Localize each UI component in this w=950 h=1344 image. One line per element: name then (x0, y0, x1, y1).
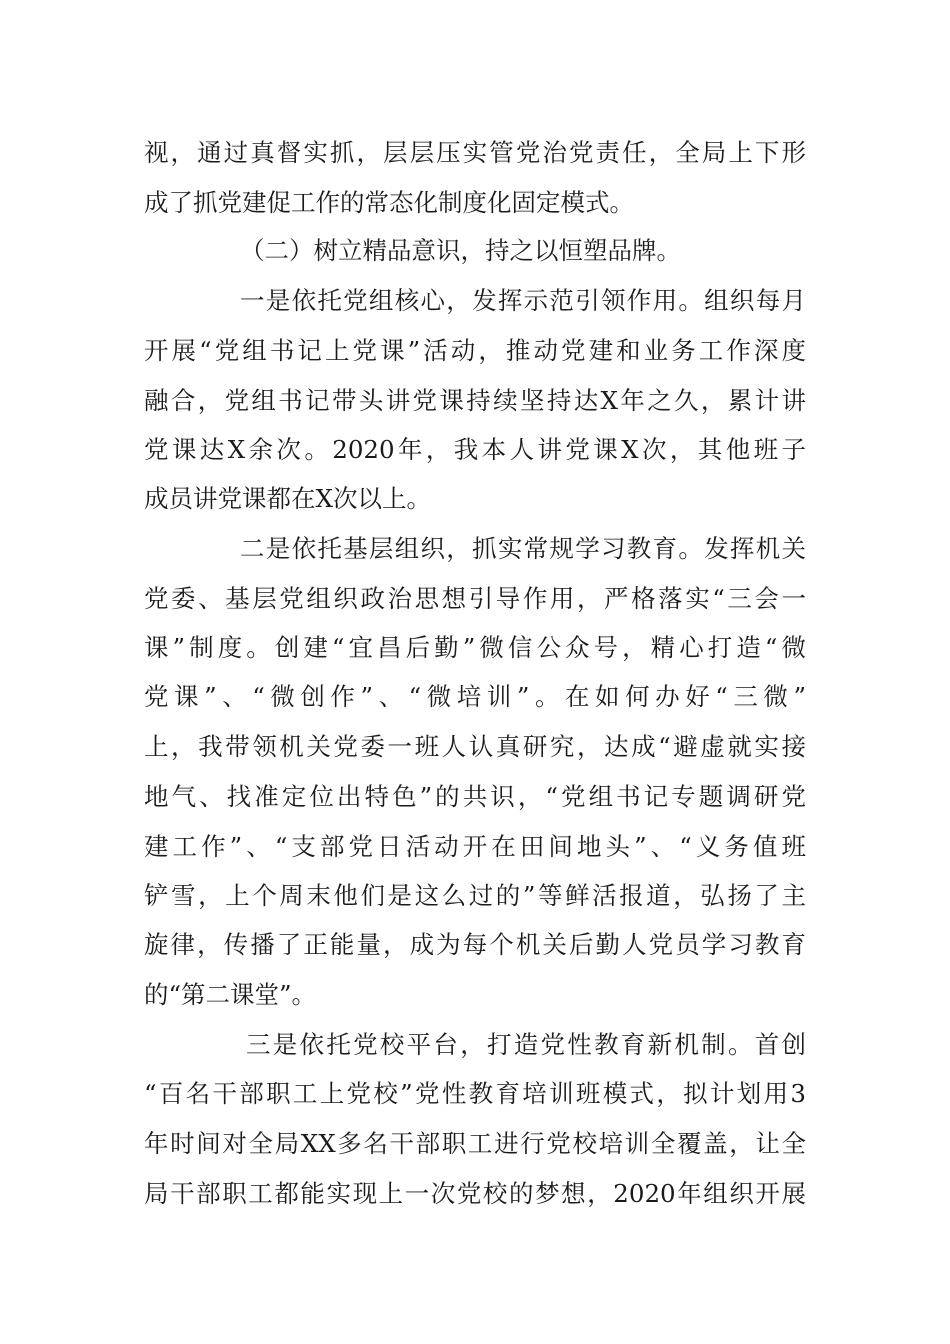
text-line-1: 视，通过真督实抓，层层压实管党治党责任，全局上下形 (144, 138, 806, 167)
text-line-4: 一是依托党组核心，发挥示范引领作用。组织每月 (240, 286, 806, 315)
text-line-17: 旋律，传播了正能量，成为每个机关后勤人党员学习教育 (144, 930, 806, 959)
text-line-7: 党课达X余次。2020年，我本人讲党课X次，其他班子 (144, 435, 806, 464)
text-line-15: 建工作”、“支部党日活动开在田间地头”、“义务值班 (144, 832, 806, 861)
text-line-10: 党委、基层党组织政治思想引导作用，严格落实“三会一 (144, 584, 806, 613)
text-line-20: “百名干部职工上党校”党性教育培训班模式，拟计划用3 (144, 1079, 806, 1108)
text-line-19: 三是依托党校平台，打造党性教育新机制。首创 (246, 1030, 806, 1059)
text-line-14: 地气、找准定位出特色”的共识，“党组书记专题调研党 (144, 782, 806, 811)
text-line-16: 铲雪，上个周末他们是这么过的”等鲜活报道，弘扬了主 (144, 881, 806, 910)
text-line-6: 融合，党组书记带头讲党课持续坚持达X年之久，累计讲 (144, 386, 806, 415)
section-heading: （二）树立精品意识，持之以恒塑品牌。 (240, 236, 681, 265)
text-line-18: 的“第二课堂”。 (144, 980, 317, 1009)
text-line-22: 局干部职工都能实现上一次党校的梦想，2020年组织开展 (144, 1179, 806, 1208)
text-line-2: 成了抓党建促工作的常态化制度化固定模式。 (144, 188, 634, 217)
text-line-9: 二是依托基层组织，抓实常规学习教育。发挥机关 (240, 534, 806, 563)
text-line-11: 课”制度。创建“宜昌后勤”微信公众号，精心打造“微 (144, 633, 806, 662)
text-line-8: 成员讲党课都在X次以上。 (144, 484, 431, 513)
text-line-21: 年时间对全局XX多名干部职工进行党校培训全覆盖，让全 (144, 1129, 806, 1158)
text-line-12: 党课”、“微创作”、“微培训”。在如何办好“三微” (144, 682, 806, 711)
text-line-13: 上，我带领机关党委一班人认真研究，达成“避虚就实接 (144, 732, 806, 761)
text-line-5: 开展“党组书记上党课”活动，推动党建和业务工作深度 (144, 336, 806, 365)
